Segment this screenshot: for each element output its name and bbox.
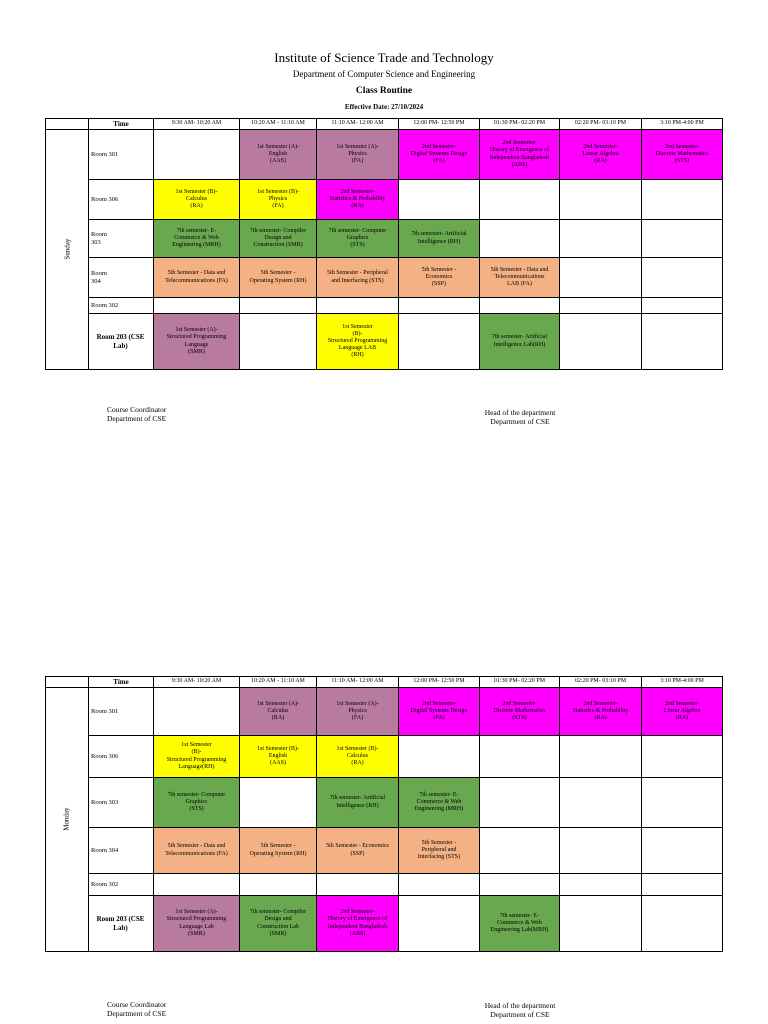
- empty-slot: [240, 778, 317, 828]
- empty-slot: [480, 220, 560, 258]
- time-slot-header: 01:30 PM- 02:20 PM: [480, 677, 560, 688]
- time-slot-header: 02:20 PM- 03:10 PM: [560, 677, 642, 688]
- empty-slot: [399, 180, 480, 220]
- empty-slot: [317, 298, 399, 314]
- class-slot: [154, 220, 240, 258]
- class-slot-text: 2nd Semester- Linear Algebra (RA): [663, 700, 701, 722]
- empty-slot: [240, 298, 317, 314]
- class-slot-text: 5th Semester - Operating System (RH): [249, 270, 307, 284]
- class-slot-text: 1st Semester (B)- Structured Programming Language LAB (RH): [327, 323, 388, 359]
- room-name: Room 304: [91, 269, 107, 285]
- empty-slot: [560, 874, 642, 896]
- class-slot: [154, 828, 240, 874]
- empty-slot: [642, 778, 723, 828]
- empty-slot: [642, 828, 723, 874]
- class-slot: [240, 688, 317, 736]
- empty-slot: [642, 298, 723, 314]
- empty-slot: [154, 130, 240, 180]
- room-row: [46, 778, 723, 828]
- time-slot-header: 9:30 AM- 10:20 AM: [154, 119, 240, 130]
- empty-slot: [154, 688, 240, 736]
- room-label: [89, 180, 154, 220]
- department-name: Department of Computer Science and Engineering: [292, 69, 476, 79]
- class-slot: [560, 688, 642, 736]
- class-slot: [154, 736, 240, 778]
- class-slot: [317, 778, 399, 828]
- empty-slot: [642, 180, 723, 220]
- class-slot-text: 2nd Semester- Discrete Mathematics (STS): [655, 143, 709, 165]
- class-slot: [240, 736, 317, 778]
- class-slot-text: 1st Semester (A)- Physics (FA): [336, 700, 379, 722]
- class-slot: [480, 688, 560, 736]
- room-name: Room 301: [91, 707, 119, 715]
- class-slot: [399, 130, 480, 180]
- class-slot: [399, 778, 480, 828]
- room-label: [89, 896, 154, 952]
- room-row: [46, 298, 723, 314]
- class-slot: [317, 736, 399, 778]
- class-slot: [560, 130, 642, 180]
- class-slot: [399, 828, 480, 874]
- day-cell: [46, 688, 89, 952]
- room-name: Room 301: [91, 150, 119, 158]
- document-title: Class Routine: [355, 86, 413, 96]
- class-slot-text: 2nd Semester- Linear Algebra (RA): [582, 143, 619, 165]
- class-slot: [642, 688, 723, 736]
- empty-slot: [480, 298, 560, 314]
- empty-slot: [480, 180, 560, 220]
- class-slot: [240, 130, 317, 180]
- class-slot: [480, 314, 560, 370]
- empty-slot: [154, 874, 240, 896]
- room-row: [46, 180, 723, 220]
- room-row: [46, 258, 723, 298]
- empty-slot: [480, 736, 560, 778]
- day-label: Monday: [62, 807, 71, 831]
- time-slot-header: 10:20 AM - 11:10 AM: [240, 677, 317, 688]
- empty-slot: [480, 874, 560, 896]
- class-slot-text: 7th semester- Artificial Intelligence (RH): [411, 231, 467, 245]
- room-name: Room 303: [91, 798, 119, 806]
- time-slot-header: 12:00 PM- 12:50 PM: [399, 677, 480, 688]
- room-row: [46, 736, 723, 778]
- empty-slot: [560, 298, 642, 314]
- class-slot-text: 7th semester- Compiler Design and Construction (SMR): [249, 227, 307, 249]
- empty-slot: [480, 778, 560, 828]
- class-slot-text: 1st Semester (B)- Structured Programming Language(RH): [166, 742, 227, 770]
- class-slot: [154, 314, 240, 370]
- class-slot-text: 5th Semester - Economics (SSP): [326, 843, 389, 857]
- class-slot: [317, 180, 399, 220]
- time-label: Time: [89, 677, 154, 688]
- institute-name: Institute of Science Trade and Technology: [274, 50, 494, 65]
- time-slot-header: 11:10 AM- 12:00 AM: [317, 677, 399, 688]
- class-slot: [240, 180, 317, 220]
- class-slot: [399, 220, 480, 258]
- empty-slot: [399, 874, 480, 896]
- class-slot-text: 1st Semester (B)- English (AAS): [257, 745, 299, 767]
- corner-cell: [46, 677, 89, 688]
- room-label: [89, 828, 154, 874]
- empty-slot: [560, 736, 642, 778]
- class-slot-text: 1st Semester (A)- Structured Programming Language Lab (SMR): [166, 909, 227, 937]
- class-slot: [154, 180, 240, 220]
- class-slot: [642, 130, 723, 180]
- class-slot-text: 1st Semester (A)- Structured Programming Language (SMR): [166, 327, 227, 355]
- class-slot: [480, 896, 560, 952]
- time-slot-header: 10:20 AM - 11:10 AM: [240, 119, 317, 130]
- class-slot: [240, 828, 317, 874]
- room-label: [89, 314, 154, 370]
- room-row: [46, 314, 723, 370]
- class-slot: [317, 828, 399, 874]
- room-name: Room 203 (CSE Lab): [96, 915, 145, 932]
- class-slot-text: 1st Semester (B)- Physics (FA): [257, 188, 299, 210]
- room-name: Room 306: [91, 752, 119, 760]
- class-slot-text: 2nd Semester- Statistics & Probability (RA): [329, 188, 386, 210]
- corner-cell: [46, 119, 89, 130]
- class-slot-text: 5th Semester - Data and Telecommunications LAB (FA): [490, 266, 549, 288]
- time-header-row: [46, 119, 723, 130]
- class-slot-text: 1st Semester (A)- English (AAS): [256, 143, 300, 165]
- empty-slot: [642, 874, 723, 896]
- class-slot-text: 7th semester- E- Commerce & Web Engineering (MRH): [414, 791, 464, 813]
- class-slot: [240, 258, 317, 298]
- empty-slot: [642, 314, 723, 370]
- class-slot-text: 5th Semester - Data and Telecommunications (FA): [165, 270, 228, 284]
- class-slot-text: 2nd Semester- Digital Systems Design (FA): [410, 700, 468, 722]
- effective-date: Effective Date: 27/10/2024: [344, 103, 424, 111]
- empty-slot: [642, 220, 723, 258]
- room-row: [46, 896, 723, 952]
- empty-slot: [154, 298, 240, 314]
- class-slot: [154, 258, 240, 298]
- empty-slot: [399, 896, 480, 952]
- empty-slot: [560, 828, 642, 874]
- room-label: [89, 220, 154, 258]
- room-row: [46, 688, 723, 736]
- class-slot-text: 5th Semester - Operating System (RH): [249, 843, 307, 857]
- empty-slot: [560, 220, 642, 258]
- class-slot-text: 5th Semester - Peripheral and Interfacing (STS): [327, 270, 388, 284]
- class-slot-text: 5th Semester - Economics (SSP): [421, 266, 457, 288]
- class-slot-text: 1st Semester (A)- Physics (FA): [336, 143, 379, 165]
- class-slot-text: 2nd Semester- Digital Systems Design (FA): [410, 143, 468, 165]
- room-name: Room 303: [91, 230, 107, 246]
- room-label: [89, 130, 154, 180]
- class-slot-text: 5th Semester - Data and Telecommunications (FA): [165, 843, 228, 857]
- class-slot: [317, 220, 399, 258]
- empty-slot: [642, 258, 723, 298]
- class-slot-text: 7th semester- Computer Graphics (STS): [328, 227, 387, 249]
- room-name: Room 302: [91, 301, 119, 309]
- routine-table-monday: [45, 676, 723, 952]
- class-slot: [317, 258, 399, 298]
- class-slot-text: 2nd Semester- Statistics & Probability (RA): [572, 700, 629, 722]
- class-slot: [240, 220, 317, 258]
- class-slot: [480, 130, 560, 180]
- empty-slot: [240, 314, 317, 370]
- signature-course-coordinator: Course Coordinator Department of CSE: [107, 405, 167, 423]
- empty-slot: [560, 314, 642, 370]
- empty-slot: [560, 896, 642, 952]
- class-slot-text: 1st Semester (B)- Calculus (RA): [336, 745, 379, 767]
- empty-slot: [240, 874, 317, 896]
- class-slot: [317, 314, 399, 370]
- signature-head-of-department: Head of the department Department of CSE: [484, 1001, 556, 1019]
- time-slot-header: 3:10 PM-4:00 PM: [642, 677, 723, 688]
- class-slot: [399, 688, 480, 736]
- room-name: Room 306: [91, 195, 119, 203]
- class-slot: [317, 896, 399, 952]
- room-label: [89, 688, 154, 736]
- empty-slot: [399, 298, 480, 314]
- empty-slot: [560, 778, 642, 828]
- class-slot-text: 5th Semester - Peripheral and Interfacing (STS): [417, 839, 461, 861]
- room-label: [89, 736, 154, 778]
- time-slot-header: 02:20 PM- 03:10 PM: [560, 119, 642, 130]
- empty-slot: [642, 896, 723, 952]
- day-label: Sunday: [62, 238, 71, 260]
- empty-slot: [560, 180, 642, 220]
- class-slot-text: 7th semester- E- Commerce & Web Engineering (MRH): [172, 227, 221, 249]
- room-row: [46, 130, 723, 180]
- room-name: Room 304: [91, 846, 119, 854]
- class-slot-text: 2nd Semester- History of Emergence of Independent Bangladesh (ABS): [327, 909, 388, 937]
- time-label: Time: [89, 119, 154, 130]
- class-slot-text: 7th semester- Artificial Intelligence (RH): [329, 795, 386, 809]
- signature-head-of-department: Head of the department Department of CSE: [484, 408, 556, 426]
- empty-slot: [642, 736, 723, 778]
- empty-slot: [399, 314, 480, 370]
- class-slot: [240, 896, 317, 952]
- room-name: Room 203 (CSE Lab): [96, 333, 145, 350]
- room-name: Room 302: [91, 880, 119, 888]
- time-slot-header: 11:10 AM- 12:00 AM: [317, 119, 399, 130]
- time-slot-header: 9:30 AM- 10:20 AM: [154, 677, 240, 688]
- class-slot-text: 2nd Semester- History of Emergence of Independent Bangladesh (ABS): [489, 140, 550, 168]
- room-label: [89, 874, 154, 896]
- signature-course-coordinator: Course Coordinator Department of CSE: [107, 1000, 167, 1018]
- room-row: [46, 220, 723, 258]
- class-slot-text: 2nd Semester- Discrete Mathematics (STS): [493, 700, 546, 722]
- time-slot-header: 12:00 PM- 12:50 PM: [399, 119, 480, 130]
- class-slot-text: 1st Semester (A)- Calculus (RA): [256, 700, 300, 722]
- empty-slot: [560, 258, 642, 298]
- time-slot-header: 01:30 PM- 02:20 PM: [480, 119, 560, 130]
- class-slot-text: 7th semester- Computer Graphics (STS): [167, 791, 226, 813]
- time-slot-header: 3:10 PM-4:00 PM: [642, 119, 723, 130]
- room-label: [89, 298, 154, 314]
- class-slot-text: 1st Semester (B)- Calculus (RA): [175, 188, 218, 210]
- class-slot: [154, 778, 240, 828]
- class-slot-text: 7th semester- Artificial Intelligence Lab(RH): [491, 334, 548, 348]
- room-label: [89, 258, 154, 298]
- class-slot-text: 7th semester- E- Commerce & Web Engineering Lab(MRH): [490, 912, 549, 934]
- class-slot: [317, 688, 399, 736]
- class-slot-text: 7th semester- Compiler Design and Construction Lab (SMR): [249, 909, 307, 937]
- room-row: [46, 828, 723, 874]
- class-slot: [399, 258, 480, 298]
- empty-slot: [480, 828, 560, 874]
- time-header-row: [46, 677, 723, 688]
- routine-table-sunday: [45, 118, 723, 370]
- room-row: [46, 874, 723, 896]
- empty-slot: [317, 874, 399, 896]
- class-slot: [154, 896, 240, 952]
- day-cell: [46, 130, 89, 370]
- room-label: [89, 778, 154, 828]
- empty-slot: [399, 736, 480, 778]
- class-slot: [480, 258, 560, 298]
- class-slot: [317, 130, 399, 180]
